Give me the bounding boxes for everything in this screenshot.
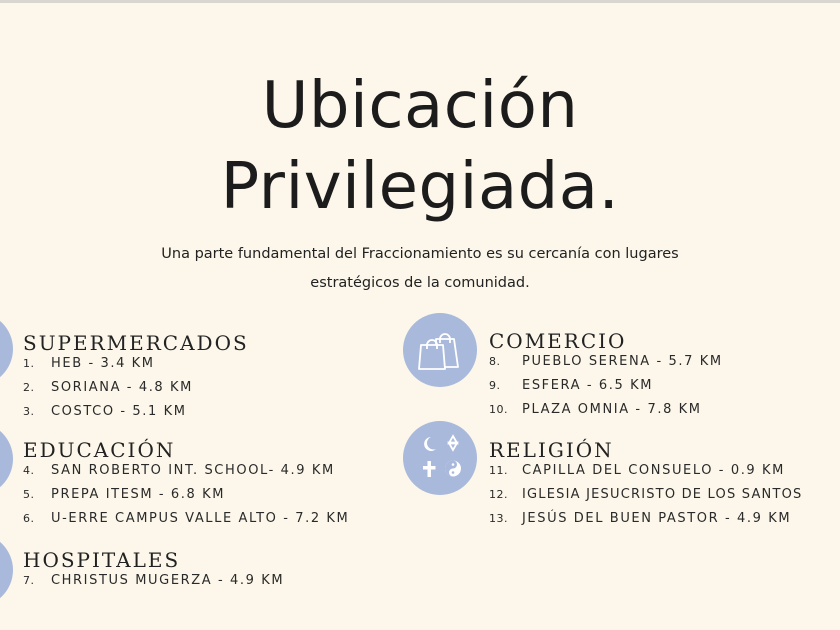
list-item: 12. IGLESIA JESUCRISTO DE LOS SANTOS [489,487,803,502]
page-title-line1: Ubicación [261,69,579,143]
list-item: 5. PREPA ITESM - 6.8 KM [23,487,226,502]
subtitle [120,240,720,298]
list-item: 7. CHRISTUS MUGERZA - 4.9 KM [23,573,285,588]
supermercados-icon [0,312,13,386]
section-title: COMERCIO [489,329,627,353]
list-item: 13. JESÚS DEL BUEN PASTOR - 4.9 KM [489,511,792,526]
section-title: RELIGIÓN [489,438,614,462]
top-divider [0,0,840,3]
section-educacion [23,439,349,531]
list-item: 3. COSTCO - 5.1 KM [23,404,187,419]
list-item: 1. HEB - 3.4 KM [23,356,155,371]
section-supermercados [23,332,249,424]
religious-symbols-icon [403,421,477,495]
page-title-line2: Privilegiada. [220,150,620,224]
list-item: 11. CAPILLA DEL CONSUELO - 0.9 KM [489,463,785,478]
subtitle-line1: Una parte fundamental del Fraccionamiento es su cercanía con lugares [161,246,679,262]
list-item: 4. SAN ROBERTO INT. SCHOOL- 4.9 KM [23,463,335,478]
section-religion [489,439,802,531]
hospitales-icon [0,533,13,607]
section-title: EDUCACIÓN [23,438,176,462]
shopping-bags-icon [403,313,477,387]
section-title: SUPERMERCADOS [23,331,249,355]
list-item: 8. PUEBLO SERENA - 5.7 KM [489,354,723,369]
list-item: 9. ESFERA - 6.5 KM [489,378,654,393]
section-hospitales [23,549,284,593]
section-title: HOSPITALES [23,548,181,572]
subtitle-line2: estratégicos de la comunidad. [310,275,530,291]
list-item: 10. PLAZA OMNIA - 7.8 KM [489,402,702,417]
list-item: 6. U-ERRE CAMPUS VALLE ALTO - 7.2 KM [23,511,350,526]
section-comercio [489,330,723,422]
educacion-icon [0,422,13,496]
list-item: 2. SORIANA - 4.8 KM [23,380,193,395]
